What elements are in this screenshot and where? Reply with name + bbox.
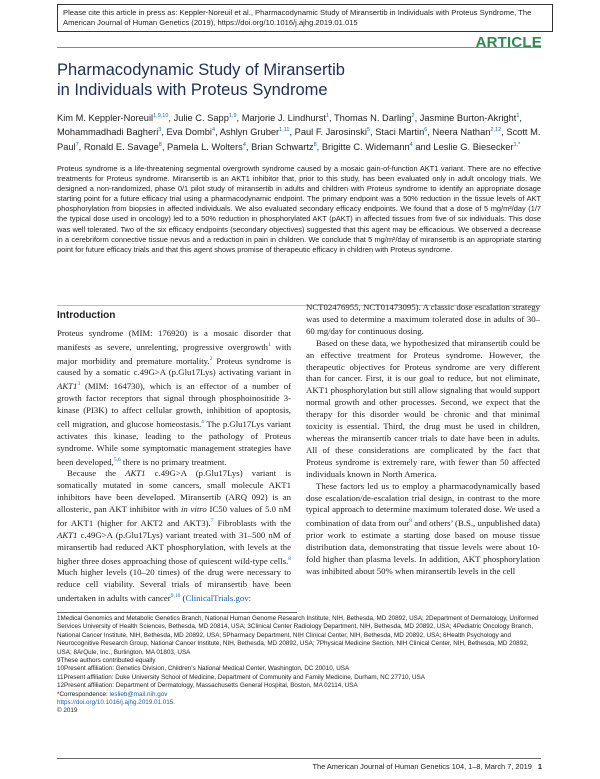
citation-ref[interactable]: 7 <box>210 518 214 525</box>
abstract-text: Proteus syndrome is a life-threatening segmental overgrowth syndrome caused by a mosaic gain-of-function AKT1 variant. There are no effective treatments for Proteus syndrome. Miransertib is an AKT1 inhibitor that, prior to this study, has been evaluated only in adult oncology trials. We designed a non-randomized, phase 0/1 pilot study of miransertib in adults and children with Proteus syndrome to identify an appropriate dosage starting point for a future efficacy trial using a pharmacodynamic endpoint. The primary endpoint was a 50% reduction in the tissue levels of AKT phosphorylation from biopsies in affected individuals. We also evaluated secondary efficacy endpoints. We found that a dose of 5 mg/m²/day (1/7 the typical dose used in oncology) led to a 50% reduction in phosphorylated AKT (pAKT) in affected tissues from five of six individuals. This dose was well tolerated. Two of the six efficacy endpoints (secondary objectives) suggested that this agent may be efficacious. We observed a decrease in a cerebriform connective tissue nevus and a reduction in pain in children. We conclude that 5 mg/m²/day of miransertib is an appropriate starting point for future efficacy trials and that this agent shows promise of therapeutic efficacy in children with Proteus syndrome. <box>57 164 541 254</box>
section-heading-introduction: Introduction <box>57 310 116 321</box>
intro-paragraph-1: Proteus syndrome (MIM: 176920) is a mosaic disorder that manifests as severe, unrelenting, progressive overgrowth$^1$ with major morbidity and premature mortality.$^2$ Proteus syndrome is caused by a somatic c.49G>A (p.Glu17Lys) activating variant in $AKT1^3$ (MIM: 164730), which is an effector of a number of growth factor receptors that signal through phosphoinositide 3-kinase (PI3K) to affect cellular growth, inhibition of apoptosis, cell migration, and glucose homeostasis.$^4$ The p.Glu17Lys variant activates this kinase, leading to the pathology of Proteus syndrome. While some symptomatic management strategies have been developed,$^{5,6}$ there is no primary treatment. <box>57 327 291 467</box>
author-affiliation-ref[interactable]: 2,12 <box>490 127 502 134</box>
author-name: Brigitte C. Widemann <box>321 141 410 152</box>
intro-paragraph-3: NCT02476955, NCT01473095). A classic dose escalation strategy was used to determine a maximum tolerated dose in adults of 30–60 mg/day for continuous dosing. <box>306 302 540 336</box>
correspondence: *Correspondence: leslieb@mail.nih.gov <box>57 690 168 698</box>
right-column <box>306 302 540 578</box>
author-affiliation-ref[interactable]: 6 <box>424 127 428 134</box>
citation-ref[interactable]: 5,6 <box>113 456 121 463</box>
author-list: Kim M. Keppler-Noreuil$^{1,9,10}$, Julie C. Sapp$^{1,9}$, Marjorie J. Lindhurst$^1$, Thomas N. Darling$^2$, Jasmine Burton-Akright$^1$, Mohammadhadi Bagheri$^3$, Eva Dombi$^4$, Ashlyn Gruber$^{1,11}$, Paul F. Jarosinski$^5$, Staci Martin$^6$, Neera Nathan$^{2,12}$, Scott M. Paul$^7$, Ronald E. Savage$^8$, Pamela L. Wolters$^4$, Brian Schwartz$^8$, Brigitte C. Widemann$^4$ and Leslie G. Biesecker$^{1,*}$ <box>57 113 541 152</box>
intro-paragraph-5: These factors led us to employ a pharmacodynamically based dose escalation/de-escalation trial design, in contrast to the more typical approach to determine maximum tolerated dose. We used a combination of data from our$^8$ and others’ (B.S., unpublished data) prior work to estimate a starting dose based on mouse tissue distribution data, demonstrating that tissue levels were about 10-fold higher than plasma levels. In addition, AKT phosphorylation was inhibited about 50% when miransertib levels in the cell <box>306 480 540 576</box>
citation-ref[interactable]: 4 <box>201 418 204 425</box>
author-name: Pamela L. Wolters <box>167 141 243 152</box>
doi-link[interactable]: https://doi.org/10.1016/j.ajhg.2019.01.015. <box>57 699 175 707</box>
author-name: Kim M. Keppler-Noreuil <box>57 113 154 124</box>
intro-paragraph-2: Because the AKT1 c.49G>A (p.Glu17Lys) variant is somatically mutated in some cancers, small molecule AKT1 inhibitors have been developed. Miransertib (ARQ 092) is an allosteric, pan AKT inhibitor with in vitro IC50 values of 5.0 nM for AKT1 (higher for AKT2 and AKT3).$^7$ Fibroblasts with the AKT1 c.49G>A (p.Glu17Lys) variant treated with 31–500 nM of miransertib had reduced AKT phosphorylation, with levels at the higher three doses approaching those of quiescent wild-type cells.$^8$ Much higher levels (10–20 times) of the drug were necessary to reduce cell viability. Several trials of miransertib have been undertaken in adults with cancer$^{9,10}$ (ClinicalTrials.gov: <box>57 468 292 604</box>
author-affiliation-ref[interactable]: 4 <box>212 127 216 134</box>
author-affiliation-ref[interactable]: 3 <box>158 127 162 134</box>
running-footer <box>312 762 542 771</box>
article-label: ARTICLE <box>475 34 542 51</box>
footnote-rule <box>57 612 297 613</box>
author-name: Staci Martin <box>375 127 425 138</box>
citation-ref[interactable]: 8 <box>288 555 291 562</box>
author-name: and Leslie G. Biesecker <box>415 141 514 152</box>
title-line-2: in Individuals with Proteus Syndrome <box>57 81 328 99</box>
footnote-affiliation-12: 12Present affiliation: Department of Dermatology, Massachusetts General Hospital, Boston, MA 02114, USA <box>57 682 358 690</box>
header-rule <box>57 47 541 48</box>
citation-ref[interactable]: 8 <box>409 518 413 525</box>
author-name: Jasmine Burton-Akright <box>419 113 517 124</box>
citation-ref[interactable]: 2 <box>209 355 213 362</box>
citation-ref[interactable]: 1 <box>268 341 271 348</box>
author-affiliation-ref[interactable]: 1 <box>516 113 520 119</box>
left-column <box>57 310 291 605</box>
author-name: Scott M. Paul <box>57 127 541 152</box>
author-name: Thomas N. Darling <box>334 113 412 124</box>
author-affiliation-ref[interactable]: 2 <box>411 113 415 119</box>
citation-text: Please cite this article in press as: Keppler-Noreuil et al., Pharmacodynamic Study of Miransertib in Individuals with Proteus Syndrome, The American Journal of Human Genetics (2019), https://doi.org/10.1016/j.ajhg.2019.01.015 <box>63 8 532 27</box>
footnote-affiliation-10: 10Present affiliation: Genetics Division, Children’s National Medical Center, Washington, DC 20010, USA <box>57 665 350 673</box>
author-affiliation-ref[interactable]: 1,* <box>513 141 521 148</box>
author-affiliation-ref[interactable]: 8 <box>313 141 317 148</box>
author-name: Paul F. Jarosinski <box>294 127 367 138</box>
citation-box <box>57 4 553 32</box>
abstract <box>57 164 541 255</box>
author-affiliation-ref[interactable]: 5 <box>366 127 371 134</box>
footnote-equal-contribution: 9These authors contributed equally <box>57 657 156 665</box>
affiliations: 1Medical Genomics and Metabolic Genetics Branch, National Human Genome Research Institute, NIH, Bethesda, MD 20892, USA; 2Department of Dermatology, Uniformed Services University of Health Sciences, Bethesda, MD 20814, USA; 3Clinical Center Radiology Department, NIH, Bethesda, MD 20892, USA; 4Pediatric Oncology Branch, National Cancer Institute, NIH, Bethesda, MD 20892, USA; 5Pharmacy Department, NIH Clinical Center, NIH, Bethesda, MD 20892, USA; 6Health Psychology and Neurocognitive Research Group, National Cancer Institute, NIH, Bethesda, MD 20892, USA; 7Physical Medicine Section, NIH Clinical Center, NIH, Bethesda, MD 20892, USA; 8ArQule, Inc., Burlington, MA 01803, USA <box>57 615 539 656</box>
author-affiliation-ref[interactable]: 7 <box>75 141 79 148</box>
citation-ref[interactable]: 9,10 <box>170 593 181 600</box>
footnote-affiliation-11: 11Present affiliation: Duke University School of Medicine, Department of Community and Family Medicine, Durham, NC 27710, USA <box>57 673 425 681</box>
author-affiliation-ref[interactable]: 8 <box>158 141 162 148</box>
author-name: Marjorie J. Lindhurst <box>241 113 326 124</box>
author-name: Brian Schwartz <box>251 141 314 152</box>
author-affiliation-ref[interactable]: 1,11 <box>279 127 290 134</box>
copyright: © 2019 <box>57 707 78 715</box>
author-name: Julie C. Sapp <box>173 113 229 124</box>
author-affiliation-ref[interactable]: 4 <box>409 141 413 148</box>
title-line-1: Pharmacodynamic Study of Miransertib <box>57 61 345 79</box>
clinicaltrials-link[interactable]: ClinicalTrials.gov: <box>185 593 252 604</box>
footnotes <box>57 615 541 716</box>
footer-rule <box>57 758 541 759</box>
author-name: Neera Nathan <box>432 127 491 138</box>
citation-ref[interactable]: 3 <box>77 381 81 388</box>
author-affiliation-ref[interactable]: 4 <box>242 141 246 148</box>
page-number: 1 <box>537 762 542 771</box>
author-name: Mohammadhadi Bagheri <box>57 127 159 138</box>
author-affiliation-ref[interactable]: 1 <box>325 113 329 119</box>
author-name: Ronald E. Savage <box>83 141 159 152</box>
author-name: Eva Dombi <box>166 127 212 138</box>
article-title <box>57 60 537 100</box>
author-affiliation-ref[interactable]: 1,9,10 <box>153 113 169 119</box>
journal-citation: The American Journal of Human Genetics 104, 1–8, March 7, 2019 <box>312 762 532 771</box>
correspondence-email-link[interactable]: leslieb@mail.nih.gov <box>109 690 168 698</box>
author-affiliation-ref[interactable]: 1,9 <box>228 113 237 119</box>
intro-paragraph-4: Based on these data, we hypothesized that miransertib could be an effective treatment for Proteus syndrome. However, the therapeutic objectives for Proteus syndrome are very different than for cancer. First, it is our goal to reduce, but not eliminate, AKT1 phosphorylation but still allow signaling that would support normal growth and other processes. Second, we expect that the therapy for this disorder would be chronic and that minimal toxicity is essential. Third, the drug must be used in children, whereas the miransertib cancer trials to date have been in adults. All of these considerations are complicated by the fact that Proteus syndrome is extremely rare, with fewer than 50 affected individuals known in North America. <box>306 337 540 479</box>
author-name: Ashlyn Gruber <box>219 127 280 138</box>
